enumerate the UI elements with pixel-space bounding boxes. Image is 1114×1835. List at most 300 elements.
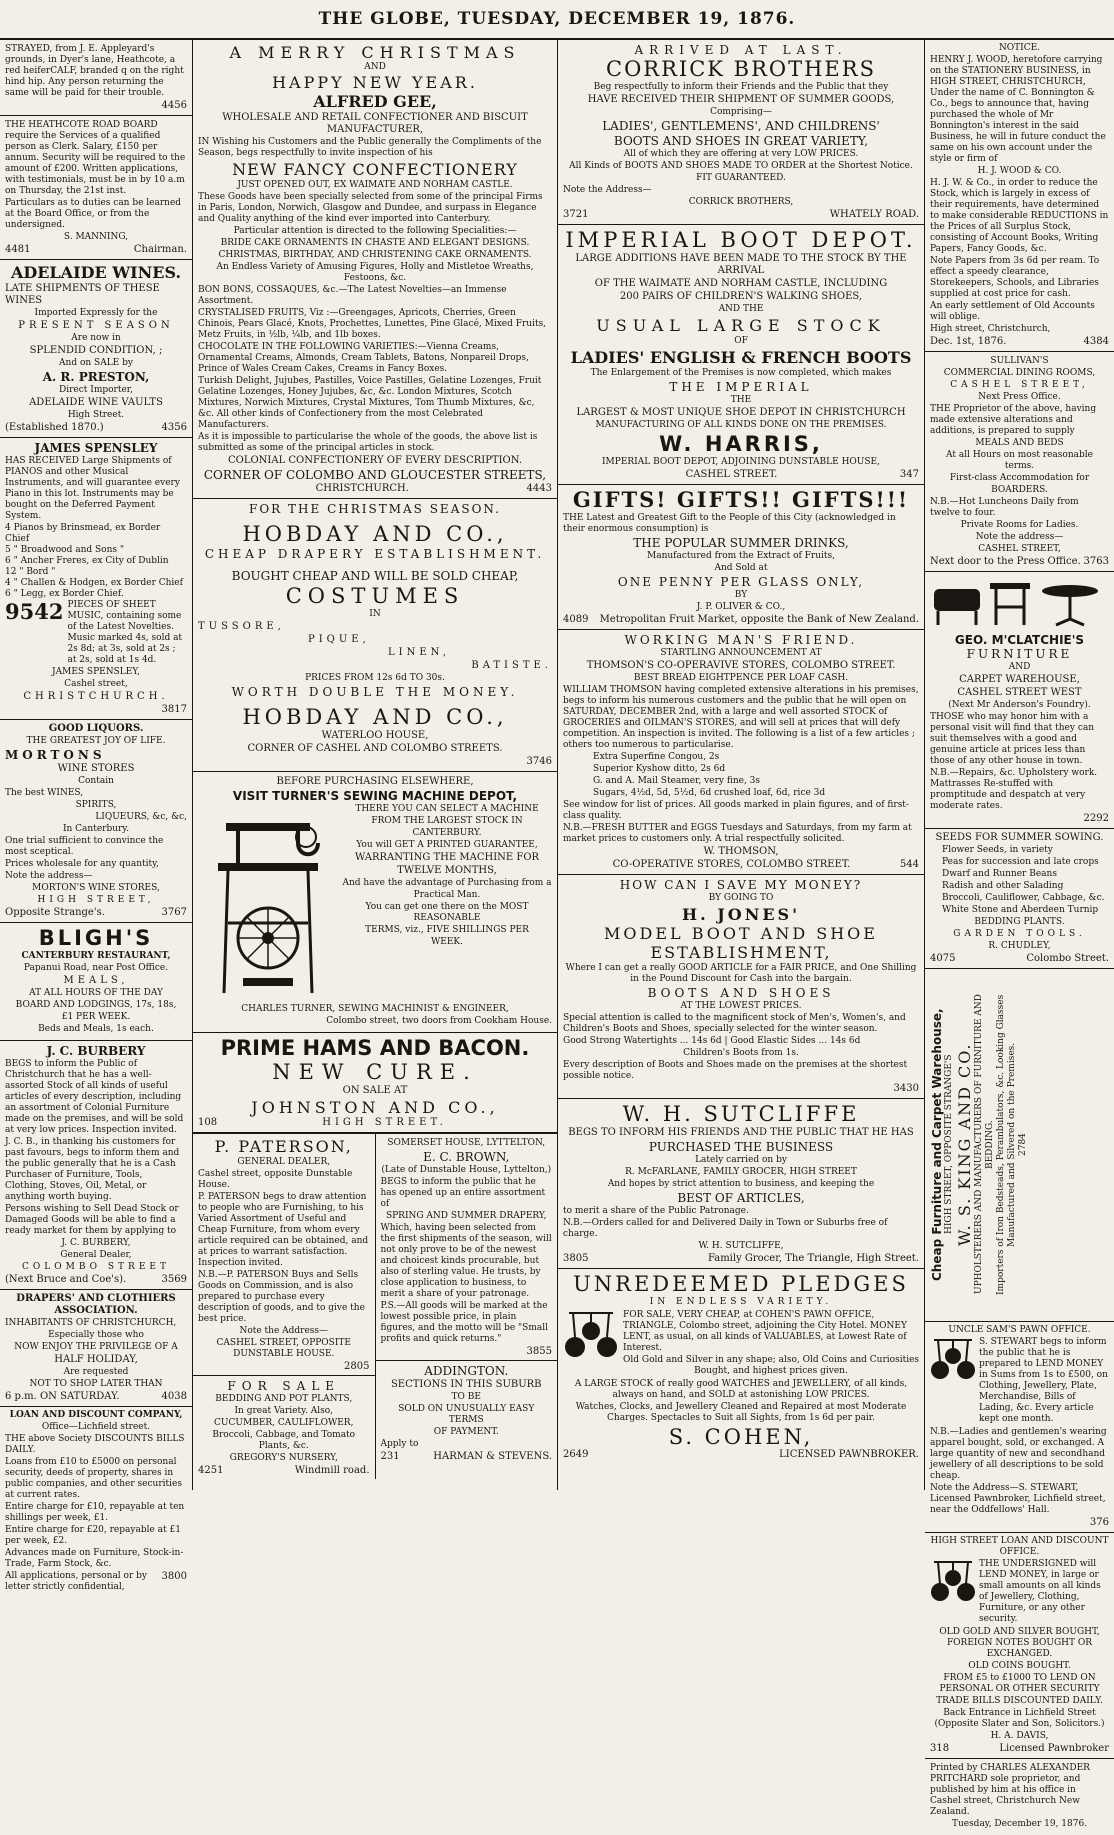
- ad-line: GENERAL DEALER,: [237, 1157, 331, 1167]
- ad-line: And Sold at: [714, 563, 768, 573]
- ad-line: Broccoli, Cabbage, and Tomato Plants, &c.: [212, 1430, 356, 1451]
- list-item: 6 " Ancher Freres, ex City of Dublin: [5, 556, 169, 566]
- ad-number: 3569: [161, 1274, 187, 1285]
- notice-ad: [925, 40, 1114, 352]
- ad-text: HAS RECEIVED Large Shipments of PIANOS and other Musical Instruments, and will guarantee every Piano in this lot. Instruments may be bought on the Deferred Payment System.: [5, 456, 180, 521]
- high-street-loan-ad: [925, 1533, 1114, 1759]
- ad-number: 4384: [1083, 336, 1109, 347]
- pawnbroker-balls-icon: [563, 1309, 619, 1371]
- jones-ad: [558, 875, 924, 1099]
- turner-ad: [193, 772, 557, 1033]
- ad-title: A MERRY CHRISTMAS: [229, 43, 521, 62]
- ad-line: First-class Accommodation for: [949, 473, 1090, 483]
- ad-text: THOSE who may honor him with a personal visit will find that they can suit themselves with a good and genuine article at prices less than those of any other house in town.: [930, 712, 1095, 766]
- ad-number: 4038: [161, 1391, 187, 1402]
- hams-ad: [193, 1033, 557, 1133]
- brown-ad: [376, 1134, 558, 1479]
- sullivan-ad: [925, 352, 1114, 572]
- ad-number: 2805: [344, 1361, 370, 1372]
- ad-text: Note Papers from 3s 6d per ream. To effect a speedy clearance, Storekeepers, Schools, and Libraries supplied at cost price for cash.: [930, 256, 1100, 299]
- ad-line: WARRANTING THE MACHINE FOR: [354, 852, 540, 863]
- ad-line: THE GREATEST JOY OF LIFE.: [26, 736, 166, 746]
- ad-title: ADELAIDE WINES.: [10, 263, 182, 282]
- ad-line: LARGE ADDITIONS HAVE BEEN MADE TO THE STOCK BY THE ARRIVAL: [575, 253, 907, 276]
- ad-number: 347: [899, 469, 919, 480]
- working-ad: [558, 630, 924, 875]
- ad-line: Comprising—: [710, 107, 772, 117]
- ad-line: Beg respectfully to inform their Friends and the Public that they: [593, 82, 889, 92]
- ad-number: 4356: [161, 422, 187, 433]
- signature: W. H. SUTCLIFFE,: [698, 1241, 784, 1251]
- ad-number: 4481: [5, 244, 31, 255]
- ad-line: Opposite Strange's.: [5, 907, 105, 918]
- ad-line: In Canterbury.: [62, 824, 130, 834]
- ad-line: SOLD ON UNUSUALLY EASY TERMS: [398, 1404, 535, 1425]
- ad-number: 4251: [198, 1465, 224, 1476]
- addington-ad: [376, 1360, 558, 1462]
- ad-line: (Established 1870.): [5, 422, 104, 433]
- ad-line: HIGH STREET,: [37, 895, 155, 905]
- ad-number: 544: [899, 859, 919, 870]
- ad-line: PURCHASED THE BUSINESS: [648, 1140, 834, 1154]
- ad-line: The Enlargement of the Premises is now completed, which makes: [590, 368, 892, 378]
- ad-line: Colombo street, two doors from Cookham House.: [326, 1016, 552, 1026]
- ad-line: High Street.: [67, 410, 125, 420]
- ad-number: 4443: [526, 483, 552, 494]
- column-4: [925, 40, 1114, 1829]
- ad-line: TO BE: [451, 1392, 481, 1402]
- ad-text: P. PATERSON begs to draw attention to people who are Furnishing, to his Varied Assortment of Useful and Cheap Furniture, from whom every article required can be obtained, and at prices to warrant satisfaction. Inspection invited.: [198, 1192, 369, 1268]
- ad-number: 318: [930, 1743, 950, 1754]
- ad-line: BOARD AND LODGINGS, 17s, 18s,: [15, 1000, 177, 1010]
- ad-line: Metropolitan Fruit Market, opposite the Bank of New Zealand.: [599, 614, 919, 625]
- ad-line: ADELAIDE WINE VAULTS: [29, 397, 163, 408]
- ad-number: 3800: [161, 1571, 187, 1582]
- ad-line: SPRING AND SUMMER DRAPERY,: [385, 1211, 547, 1221]
- ad-text: Old Gold and Silver in any shape; also, Old Coins and Curiosities Bought, and highest prices given.: [623, 1355, 920, 1376]
- ad-line: Office—Lichfield street.: [41, 1422, 151, 1432]
- ad-line: HIGH STREET, OPPOSITE STRANGE'S: [944, 1054, 954, 1235]
- gifts-ad: [558, 485, 924, 630]
- ad-line: HALF HOLIDAY,: [54, 1354, 138, 1365]
- ad-line: Note the Address—: [563, 185, 652, 195]
- ad-line: You can get one there on the MOST REASONABLE: [365, 902, 529, 923]
- list-item: 5 " Broadwood and Sons ": [5, 545, 124, 555]
- ad-line: COLOMBO STREET: [22, 1262, 170, 1272]
- ad-line: FIT GUARANTEED.: [696, 173, 786, 183]
- ad-line: CASHEL STREET.: [685, 469, 778, 480]
- ad-title: FOR THE CHRISTMAS SEASON.: [249, 502, 501, 516]
- ad-line: All of which they are offering at very LOW PRICES.: [623, 149, 859, 159]
- ad-line: CHRISTCHURCH.: [315, 483, 409, 494]
- imprint: [925, 1759, 1114, 1835]
- ad-line: N.B.—Orders called for and Delivered Daily in Town or Suburbs free of charge.: [563, 1218, 888, 1239]
- ad-line: THE POPULAR SUMMER DRINKS,: [633, 536, 849, 550]
- ad-text: S. STEWART begs to inform the public that he is prepared to LEND MONEY in Sums from 1s to £500, on Clothing, Jewellery, Plate, Merchandise, Bills of Lading, &c. Every article kept one month.: [979, 1337, 1108, 1424]
- ad-title: GOOD LIQUORS.: [48, 723, 144, 734]
- ad-title: HOBDAY AND CO.,: [242, 705, 508, 729]
- ad-line: OF: [734, 336, 748, 346]
- ad-text: PIECES OF SHEET MUSIC, containing some of the Latest Novelties. Music marked 4s, sold at 2s 8d; at 3s, sold at 2s ; at 2s, sold at 1s 4d.: [67, 600, 183, 665]
- ad-line: (Late of Dunstable House, Lyttelton,): [381, 1165, 552, 1175]
- king-ad: [925, 969, 1114, 1322]
- ad-line: COLONIAL CONFECTIONERY OF EVERY DESCRIPTION.: [227, 455, 523, 466]
- ad-line: In great Variety. Also,: [234, 1406, 333, 1416]
- ad-title: COSTUMES: [285, 584, 465, 608]
- heathcote-text: THE HEATHCOTE ROAD BOARD require the Services of a qualified person as Clerk. Salary, £150 per annum. Security will be required to the amount of £200. Written applications, with testimonials, must be in by 10 a.m on Thursday, the 21st inst.: [5, 120, 186, 196]
- signature: JAMES SPENSLEY,: [52, 667, 140, 677]
- ad-text: Loans from £10 to £5000 on personal security, deeds of property, shares in public companies, and other securities at current rates.: [5, 1457, 182, 1500]
- ad-line: LARGEST & MOST UNIQUE SHOE DEPOT IN CHRISTCHURCH: [576, 407, 906, 418]
- column-1: [0, 40, 192, 1592]
- ad-line: BY GOING TO: [708, 893, 774, 903]
- ad-line: WINE STORES: [57, 763, 135, 774]
- piano-list: [5, 523, 187, 600]
- signature: Cashel street,: [64, 679, 128, 689]
- ad-number: 108: [198, 1117, 218, 1128]
- ad-line: SPIRITS,: [75, 800, 117, 810]
- ad-line: CHRISTMAS, BIRTHDAY, AND CHRISTENING CAKE ORNAMENTS.: [218, 250, 532, 260]
- ad-line: PRESENT SEASON: [18, 320, 174, 331]
- ad-text: Special attention is called to the magnificent stock of Men's, Women's, and Children's Boots and Shoes, specially selected for the winter season.: [563, 1013, 906, 1034]
- ad-line: BEDDING AND POT PLANTS,: [215, 1394, 353, 1404]
- ad-line: BOARDERS.: [991, 485, 1048, 495]
- ad-title: LADIES' ENGLISH & FRENCH BOOTS: [570, 348, 912, 367]
- ad-number: 2292: [1083, 813, 1109, 824]
- ad-line: AND: [364, 62, 386, 72]
- sutcliffe-ad: [558, 1099, 924, 1269]
- ad-line: UPHOLSTERERS AND MANUFACTURERS OF FURNITURE AND BEDDING.: [974, 994, 995, 1295]
- ad-line: PRICES FROM 12s 6d TO 30s.: [305, 673, 445, 683]
- ad-line: Next door to the Press Office.: [930, 556, 1081, 567]
- ad-line: 200 PAIRS OF CHILDREN'S WALKING SHOES,: [619, 291, 863, 302]
- ad-line: ONE PENNY PER GLASS ONLY,: [617, 575, 865, 589]
- ad-title: JOHNSTON AND CO.,: [251, 1098, 499, 1117]
- ad-title: SEEDS FOR SUMMER SOWING.: [935, 832, 1104, 843]
- ad-title: UNREDEEMED PLEDGES: [573, 1272, 909, 1296]
- ad-line: BY: [734, 590, 748, 600]
- ad-title: JAMES SPENSLEY: [34, 441, 158, 455]
- ad-line: Children's Boots from 1s.: [683, 1048, 799, 1058]
- role: Licensed Pawnbroker: [999, 1743, 1109, 1754]
- ad-title: HOBDAY AND CO.,: [242, 522, 508, 546]
- ad-line: CANTERBURY RESTAURANT,: [21, 951, 171, 961]
- signature: W. THOMSON,: [703, 846, 779, 857]
- ad-text: Entire charge for £20, repayable at £1 per week, £2.: [5, 1525, 181, 1546]
- pawnbroker-balls-icon: [930, 1336, 976, 1392]
- list-item: Broccoli, Cauliflower, Cabbage, &c.: [942, 893, 1105, 903]
- ad-title: ESTABLISHMENT,: [650, 943, 832, 962]
- gee-ad: [193, 40, 557, 499]
- ad-title: J. C. BURBERY: [46, 1044, 146, 1058]
- ad-line: N.B.—Hot Luncheons Daily from twelve to four.: [930, 497, 1079, 518]
- ad-text: H. J. W. & Co., in order to reduce the Stock, which is largely in excess of their requirements, have determined to make considerable REDUCTIONS in the Prices of all Surplus Stock, consisting of Account Books, Writing Papers, Fancy Goods, &c.: [930, 178, 1109, 254]
- ad-line: MORTONS: [5, 748, 106, 762]
- ad-number: 3805: [563, 1253, 589, 1264]
- signature: CHARLES TURNER, SEWING MACHINIST & ENGINEER,: [241, 1004, 509, 1014]
- imprint-text: Printed by CHARLES ALEXANDER PRITCHARD sole proprietor, and published by him at his office in Cashel street, Christchurch New Zealand.: [930, 1763, 1090, 1817]
- seeds-ad: [193, 1375, 375, 1476]
- ad-line: MORTON'S WINE STORES,: [32, 883, 160, 893]
- strayed-ad: [0, 40, 192, 116]
- ad-text: As it is impossible to particularise the whole of the goods, the above list is submitted as some of the principal articles in stock.: [198, 432, 538, 453]
- heathcote-text2: Particulars as to duties can be learned at the Board Office, or from the undersigned.: [5, 198, 182, 230]
- signature: HARMAN & STEVENS.: [433, 1451, 552, 1462]
- signature: S. MANNING,: [63, 232, 129, 242]
- ad-line: BATISTE.: [471, 660, 552, 671]
- burbery-ad: [0, 1041, 192, 1290]
- list-item: Sugars, 4½d, 5d, 5½d, 6d crushed loaf, 6d, rice 3d: [593, 788, 826, 798]
- imprint-date: Tuesday, December 19, 1876.: [951, 1819, 1088, 1829]
- ad-line: Windmill road.: [294, 1465, 370, 1476]
- ad-line: HAVE RECEIVED THEIR SHIPMENT OF SUMMER GOODS,: [587, 94, 895, 105]
- ad-line: TWELVE MONTHS,: [397, 865, 497, 876]
- ad-line: CASHEL STREET,: [978, 544, 1061, 554]
- ad-text: Entire charge for £10, repayable at ten shillings per week, £1.: [5, 1502, 185, 1523]
- ad-number: 2784: [1018, 1133, 1028, 1156]
- ad-text: THE above Society DISCOUNTS BILLS DAILY.: [5, 1434, 185, 1455]
- ad-line: (Next Bruce and Coe's).: [5, 1274, 127, 1285]
- ad-line: Good Strong Watertights ... 14s 6d | Good Elastic Sides ... 14s 6d: [563, 1036, 861, 1046]
- ad-title: LOAN AND DISCOUNT COMPANY,: [9, 1410, 183, 1420]
- ad-line: PIQUE,: [308, 634, 370, 645]
- ad-text: IN Wishing his Customers and the Public generally the Compliments of the Season, begs respectfully to invite inspection of his: [198, 137, 542, 158]
- list-item: Radish and other Salading: [942, 881, 1064, 891]
- ad-line: CHEAP DRAPERY ESTABLISHMENT.: [204, 547, 546, 561]
- ad-line: CHRISTCHURCH.: [23, 691, 169, 702]
- ad-line: A. R. PRESTON,: [42, 370, 150, 384]
- ad-text: Persons wishing to Sell Dead Stock or Damaged Goods will be able to find a ready market for them by applying to: [5, 1204, 179, 1236]
- ad-line: SOMERSET HOUSE, LYTTELTON,: [387, 1138, 546, 1148]
- ad-line: IN ENDLESS VARIETY.: [649, 1297, 833, 1307]
- ad-line: MEALS,: [63, 975, 129, 986]
- pawnbroker-balls-icon: [930, 1558, 976, 1614]
- ad-line: THE: [730, 395, 752, 405]
- ad-title: FOR SALE: [227, 1379, 341, 1393]
- ad-line: BEFORE PURCHASING ELSEWHERE,: [276, 776, 474, 787]
- list-item: 4 Pianos by Brinsmead, ex Border Chief: [5, 523, 161, 544]
- ad-line: LATE SHIPMENTS OF THESE WINES: [5, 283, 160, 306]
- ad-title: BOOTS AND SHOES: [647, 986, 835, 1000]
- strayed-text: STRAYED, from J. E. Appleyard's grounds, in Dyer's lane, Heathcote, a red heiferCALF, branded q on the right hind hip. Any person returning the same will be paid for their trouble.: [5, 44, 184, 98]
- ad-line: £1 PER WEEK.: [61, 1012, 131, 1022]
- ad-text: HENRY J. WOOD, heretofore carrying on the STATIONERY BUSINESS, in HIGH STREET, CHRISTCHURCH, Under the name of C. Bonnington & Co., begs to announce that, having purchased the whole of Mr Bonnington's interest in the said Business, he will in future conduct the same on his own account under the style or firm of: [930, 55, 1106, 164]
- ad-title: W. H. SUTCLIFFE: [622, 1102, 860, 1126]
- ad-title: H. JONES': [681, 905, 801, 924]
- ad-title: W. HARRIS,: [659, 432, 823, 456]
- hobday-ad: [193, 499, 557, 772]
- ad-text: CRYSTALISED FRUITS, Viz :—Greengages, Apricots, Cherries, Green Chinois, Pears Glacé, Knots, Prochettes, Lunettes, Pine Glacé, Mixed Fruits, Metz Fruits, in ½lb, ¼lb, and 1lb boxes.: [198, 308, 547, 340]
- ad-line: COMMERCIAL DINING ROOMS,: [943, 368, 1096, 378]
- ad-line: TRADE BILLS DISCOUNTED DAILY.: [936, 1696, 1103, 1706]
- ad-line: SPLENDID CONDITION, ;: [29, 345, 163, 356]
- ad-text: Where I can get a really GOOD ARTICLE for a FAIR PRICE, and One Shilling in the Pound Discount for Cash into the bargain.: [565, 963, 917, 984]
- ad-line: CORNER OF CASHEL AND COLOMBO STREETS.: [247, 743, 503, 754]
- ad-line: CORNER OF COLOMBO AND GLOUCESTER STREETS,: [203, 468, 547, 482]
- ad-line: WORTH DOUBLE THE MONEY.: [231, 685, 519, 699]
- ad-number: 3746: [526, 756, 552, 767]
- ad-text: THE Proprietor of the above, having made extensive alterations and additions, is prepared to supply: [930, 404, 1097, 436]
- ad-line: CUCUMBER, CAULIFLOWER,: [214, 1418, 354, 1428]
- chudley-ad: [925, 829, 1114, 969]
- ad-line: GARDEN TOOLS.: [953, 929, 1086, 939]
- corrick-ad: [558, 40, 924, 225]
- ad-title: IMPERIAL BOOT DEPOT.: [565, 228, 917, 252]
- ad-title: VISIT TURNER'S SEWING MACHINE DEPOT,: [232, 789, 518, 803]
- ad-line: to merit a share of the Public Patronage.: [563, 1206, 749, 1216]
- uncle-sams-ad: [925, 1322, 1114, 1533]
- ad-line: AT ALL HOURS OF THE DAY: [29, 988, 163, 998]
- ad-text: Note the Address—S. STEWART, Licensed Pawnbroker, Lichfield street, near the Oddfellows' Hall.: [930, 1483, 1106, 1515]
- ad-line: NOT TO SHOP LATER THAN: [29, 1379, 163, 1389]
- ad-line: BOOTS AND SHOES IN GREAT VARIETY,: [613, 134, 869, 148]
- column-3: [558, 40, 924, 1490]
- ad-line: OLD COINS BOUGHT.: [968, 1661, 1071, 1671]
- ad-line: At all Hours on most reasonable terms.: [946, 450, 1093, 471]
- ad-text: N.B.—Ladies and gentlemen's wearing apparel bought, sold, or exchanged. A large quantity of new and secondhand jewellery of all descriptions to be sold cheap.: [930, 1427, 1107, 1481]
- ad-text: FOR SALE, VERY CHEAP, at COHEN'S PAWN OFFICE, TRIANGLE, Colombo street, adjoining the City Hotel. MONEY LENT, as usual, on all kinds of VALUABLES, at Lowest Rate of Interest.: [623, 1310, 907, 1353]
- bligh-ad: [0, 923, 192, 1041]
- ad-line: You will GET A PRINTED GUARANTEE,: [356, 840, 538, 850]
- ad-line: FROM £5 to £1000 TO LEND ON PERSONAL OR OTHER SECURITY: [939, 1673, 1100, 1694]
- ad-title: ADDINGTON.: [424, 1364, 509, 1378]
- ad-title: FURNITURE: [966, 647, 1073, 661]
- liquors-ad: [0, 720, 192, 923]
- ad-line: STARTLING ANNOUNCEMENT AT: [660, 648, 822, 658]
- ad-line: AT THE LOWEST PRICES.: [680, 1001, 802, 1011]
- ad-number: 3430: [893, 1083, 919, 1094]
- ad-line: LINEN,: [388, 647, 450, 658]
- ad-text: N.B.—P. PATERSON Buys and Sells Goods on Commission, and is also prepared to purchase every description of goods, and to give the best price.: [198, 1270, 365, 1324]
- ad-line: CASHEL STREET, OPPOSITE DUNSTABLE HOUSE.: [216, 1338, 351, 1359]
- ad-title: ALFRED GEE,: [313, 92, 437, 111]
- ad-line: Family Grocer, The Triangle, High Street.: [707, 1253, 919, 1264]
- ad-title: WORKING MAN'S FRIEND.: [624, 633, 858, 647]
- list-item: G. and A. Mail Steamer, very fine, 3s: [593, 776, 761, 786]
- signature: H. A. DAVIS,: [990, 1731, 1049, 1741]
- ad-line: Note the Address—: [239, 1326, 329, 1336]
- ad-number: 3763: [1083, 556, 1109, 567]
- ad-line: Note the address—: [5, 871, 93, 881]
- ad-line: BEST BREAD EIGHTPENCE PER LOAF CASH.: [633, 673, 849, 683]
- list-item: 4 " Challen & Hodgen, ex Border Chief: [5, 578, 183, 588]
- loan-ad: [0, 1407, 192, 1597]
- ad-text: See window for list of prices. All goods marked in plain figures, and of first-class quality.: [563, 800, 909, 821]
- two-column-ads: [193, 1133, 557, 1479]
- ad-title: NOTICE.: [998, 43, 1041, 53]
- ad-line: Contain: [78, 776, 114, 786]
- ad-line: Note the address—: [975, 532, 1064, 542]
- ad-number: 3721: [563, 209, 589, 220]
- role: LICENSED PAWNBROKER.: [779, 1449, 919, 1460]
- ad-line: Apply to: [380, 1439, 419, 1449]
- ad-text: All applications, personal or by letter strictly confidential,: [5, 1571, 147, 1592]
- ad-number: 4075: [930, 953, 956, 964]
- ad-text: Advances made on Furniture, Stock-in-Trade, Farm Stock, &c.: [5, 1548, 184, 1569]
- ad-line: ON SALE AT: [342, 1085, 408, 1096]
- ad-line: Particular attention is directed to the following Specialities:—: [233, 226, 517, 236]
- pledges-ad: [558, 1269, 924, 1464]
- paterson-ad: [193, 1134, 376, 1479]
- ad-number: 231: [380, 1451, 400, 1462]
- ad-line: Private Rooms for Ladies.: [960, 520, 1079, 530]
- ad-line: Prices wholesale for any quantity,: [5, 859, 159, 869]
- ad-line: CARPET WAREHOUSE,: [959, 674, 1080, 685]
- ad-line: GREGORY'S NURSERY,: [229, 1453, 338, 1463]
- ad-line: THOMSON'S CO-OPERAVIVE STORES, COLOMBO STREET.: [586, 660, 896, 671]
- ad-text: An early settlement of Old Accounts will oblige.: [930, 301, 1095, 322]
- ad-line: OF THE WAIMATE AND NORHAM CASTLE, INCLUDING: [594, 278, 888, 289]
- ad-line: WHOLESALE AND RETAIL CONFECTIONER AND BISCUIT MANUFACTURER,: [222, 112, 528, 135]
- ad-title: P. PATERSON,: [214, 1137, 353, 1156]
- ad-line: CASHEL STREET,: [950, 380, 1089, 390]
- ad-line: TUSSORE,: [198, 621, 285, 632]
- ad-line: NOW ENJOY THE PRIVILEGE OF A: [14, 1342, 178, 1352]
- ad-title: USUAL LARGE STOCK: [596, 316, 886, 335]
- ad-text: N.B.—FRESH BUTTER and EGGS Tuesdays and Saturdays, from my farm at market prices to customers only. A trial respectfully solicited.: [563, 823, 912, 844]
- heathcote-ad: [0, 116, 192, 260]
- sewing-machine-icon: [198, 803, 338, 1003]
- ad-line: The best WINES,: [5, 788, 84, 798]
- ad-line: BOUGHT CHEAP AND WILL BE SOLD CHEAP,: [231, 569, 519, 583]
- role: Chairman.: [133, 244, 187, 255]
- drapers-ad: [0, 1290, 192, 1407]
- ad-line: OLD GOLD AND SILVER BOUGHT, FOREIGN NOTES BOUGHT OR EXCHANGED.: [939, 1627, 1100, 1659]
- ad-text: J. C. B., in thanking his customers for past favours, begs to inform them and the public generally that he is a Cash Purchaser of Furniture, Tools, Clothing, Stoves, Oil, Metal, or anything worth buying.: [5, 1137, 180, 1202]
- ad-line: CASHEL STREET WEST: [957, 687, 1082, 698]
- list-item: 6 " Legg, ex Border Chief.: [5, 589, 124, 599]
- ad-title: NEW FANCY CONFECTIONERY: [232, 160, 518, 179]
- ad-line: Are requested: [63, 1367, 129, 1377]
- ad-line: Are now in: [71, 333, 121, 343]
- ad-line: TERMS, viz., FIVE SHILLINGS PER: [365, 925, 529, 935]
- list-item: Superior Kyshow ditto, 2s 6d: [593, 764, 726, 774]
- ad-line: BEDDING PLANTS.: [974, 917, 1065, 927]
- ad-line: CO-OPERATIVE STORES, COLOMBO STREET.: [612, 859, 851, 870]
- ad-line: WATERLOO HOUSE,: [321, 730, 429, 741]
- ad-line: And hopes by strict attention to business, and keeping the: [607, 1179, 875, 1189]
- ad-text: THE Latest and Greatest Gift to the People of this City (acknowledged in their enormous consumption) is: [563, 513, 896, 534]
- ad-title: HOW CAN I SAVE MY MONEY?: [619, 878, 863, 892]
- ad-line: INHABITANTS OF CHRISTCHURCH,: [5, 1318, 177, 1328]
- list-item: Flower Seeds, in variety: [942, 845, 1053, 855]
- ad-line: High street, Christchurch,: [930, 324, 1051, 334]
- ad-line: MEALS AND BEDS: [975, 438, 1064, 448]
- imperial-ad: [558, 225, 924, 485]
- signature: General Dealer,: [60, 1250, 132, 1260]
- ad-text: BEGS to inform the public that he has opened up an entire assortment of: [380, 1177, 546, 1209]
- ad-text: N.B.—Repairs, &c. Upholstery work. Mattrasses Re-stuffed with promptitude and despatch at very moderate rates.: [930, 768, 1098, 811]
- ad-line: Dec. 1st, 1876.: [930, 336, 1007, 347]
- ad-line: One trial sufficient to convince the most sceptical.: [5, 836, 164, 857]
- ad-line: Next Press Office.: [978, 392, 1061, 402]
- ad-line: And have the advantage of Purchasing from a: [342, 878, 552, 888]
- ad-text: These Goods have been specially selected from some of the principal Firms in Paris, London, Norwich, Glasgow and Dundee, and surpass in Elegance and Quality anything of the kind ever imported into Canterbury.: [198, 192, 543, 224]
- signature: J. P. OLIVER & CO.,: [696, 602, 786, 612]
- ad-line: HIGH STREET.: [322, 1117, 447, 1128]
- ad-line: JUST OPENED OUT, EX WAIMATE AND NORHAM CASTLE.: [237, 180, 513, 190]
- ad-line: WHATELY ROAD.: [829, 209, 919, 220]
- ad-number: 3817: [161, 704, 187, 715]
- list-item: Dwarf and Runner Beans: [942, 869, 1057, 879]
- ad-line: Manufactured from the Extract of Fruits,: [647, 551, 835, 561]
- ad-line: THE IMPERIAL: [669, 380, 813, 394]
- ad-line: All Kinds of BOOTS AND SHOES MADE TO ORDER at the Shortest Notice.: [569, 161, 913, 171]
- ad-line: Papanui Road, near Post Office.: [23, 963, 169, 973]
- ad-title: MODEL BOOT AND SHOE: [604, 924, 878, 943]
- ad-text: WILLIAM THOMSON having completed extensive alterations in his premises, begs to inform his numerous customers and the public that he will open on SATURDAY, DECEMBER 2nd, with a large and well assorted STOCK of GROCERIES and OILMAN'S STORES, and will sell at prices that will defy competition. An inspection is invited. The following is a list of a few articles ; others too numerous to particularise.: [563, 685, 919, 750]
- ad-text: A LARGE STOCK of really good WATCHES and JEWELLERY, of all kinds, always on hand, and SOLD at astonishing LOW PRICES.: [574, 1379, 908, 1400]
